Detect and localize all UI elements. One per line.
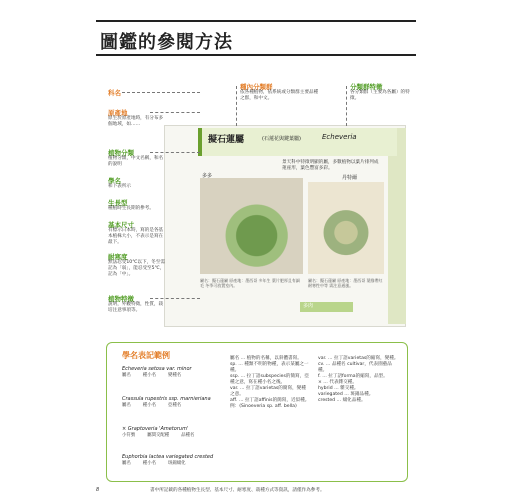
legend-sub: 屬名 [122,373,131,378]
legend-entry-2 [122,396,222,408]
title-underline [96,54,416,56]
legend-sub: 屬名 [122,461,131,466]
top-rule [96,20,416,22]
legend-col2-item: var. … 拉丁語varietas的簡寫，變種之意。 [230,386,306,397]
genus-latin: Echeveria [322,133,357,141]
sample-sidebar [388,128,406,324]
text-feature: 說明，外觀特徵，性質，栽培注意事項等。 [108,302,164,314]
genus-sub: (石蓮花與鍵葉屬) [262,136,301,142]
legend-sub: 種小名 [142,403,156,408]
label-origin: 原產地 [108,109,128,117]
legend-sci-4: Euphorbia lactea variegated crested [122,454,214,460]
legend-title: 學名表記範例 [122,351,170,360]
legend-col3-item: hybrid … 雜交種。 [318,386,359,391]
label-category: 植物分類 [108,149,134,157]
label-scientific: 科名 [108,89,121,97]
legend-sub: 亞種名 [167,403,182,408]
plant-photo-2 [308,182,384,274]
label-size: 基本尺寸 [108,221,134,229]
label-cold: 耐寒度 [108,253,128,261]
legend-entry-3 [122,426,222,438]
legend-entry-1 [122,366,222,378]
legend-col2-item: aff. … 拉丁語affinis的簡寫，近似種。例：(Sinoeveria sp. aff. bella) [230,398,310,409]
legend-col3-item: variegated … 斑錦品種。 [318,392,374,397]
legend-col3-item: f. … 拉丁語forma的縮寫，品型。 [318,374,388,379]
legend-sub: 種小名 [142,461,156,466]
legend-entry-4 [122,454,222,466]
genus-header [198,128,397,156]
label-feature: 植物特徵 [108,295,134,303]
label-growth-type: 生長型 [108,199,128,207]
legend-sub: 斑錦綴化 [167,461,186,466]
legend-sub: 品種名 [181,433,195,438]
plant-photo-1 [200,178,303,274]
text-in-genus: 依各種植物，依系統或分類群主要品種之群，和中文。 [240,90,319,102]
legend-col3-item: × … 代表雜交種。 [318,380,357,385]
footer-note: 書中所記載的各種植物生長型、基本尺寸、耐寒度、栽種方式等資訊，請僅作為參考。 [150,488,325,493]
legend-col2 [230,356,310,410]
legend-col3-item: var. … 拉丁語varietas的縮寫，變種。 [318,356,399,361]
legend-col2-item: sp. … 種類不明的物種，表示某屬之一種。 [230,362,309,373]
legend-col3 [318,356,400,404]
text-cold: 無法忍受10℃以下，冬至需記為「弱」，能忍受至5℃，記為「中」。 [108,260,165,278]
text-category: 植物分類，中文名稱，和名的說明 [108,156,164,168]
label-in-genus: 種內分類群 [240,83,273,91]
text-main-group: 各分類群（主要為各屬）的特徵。 [350,90,410,102]
legend-sci-2: Crassula rupestris ssp. marnieriana [122,396,211,402]
label-genus: 學名 [108,177,121,185]
label-main-group: 分類群特徵 [350,83,383,91]
photo2-label: 丹特爾 [342,175,358,181]
text-origin: 原生於原產地時，有分布多個地域，如…… [108,116,164,128]
legend-col2-item: 屬名 … 植物的名稱，以斜體書寫。 [230,356,302,361]
legend-col3-item: cv. … 品種名 cultivar，代表園藝品種。 [318,362,392,373]
genus-name: 擬石蓮屬 [208,135,245,145]
legend-sub: 變種名 [167,373,182,378]
legend-sub: 屬名 [122,403,131,408]
photo1-label: 多多 [202,173,213,179]
legend-sub: 屬間交配種 [147,433,170,438]
page-number: 8 [96,487,100,493]
photo1-caption: 屬名：擬石蓮屬 原產地：墨西哥 多年生 葉片肥厚且有細毛 冬季可放置室內。 [200,278,300,288]
corner-tag: 多肉 [300,302,353,312]
text-genus: 和下表所示 [108,184,131,189]
text-growth-type: 種植時生長期的參考。 [108,206,154,211]
legend-sub: 種小名 [142,373,156,378]
legend-sci-1: Echeveria setosa var. minor [122,366,192,372]
photo2-caption: 屬名：擬石蓮屬 原產地：墨西哥 葉緣帶紅 耐寒性中等 需注意通風。 [308,278,383,288]
legend-sci-3: × Graptoveria 'Ametorum' [122,426,189,432]
legend-sub: 小符號 [122,433,136,438]
legend-col3-item: crested … 綴化品種。 [318,398,366,403]
genus-description: 景天科中特徵明顯的屬，多數植物以葉片排列成蓮座形，葉色豐富多彩。 [282,160,379,172]
text-size: 有標示日本時，寫的是各基本植株大小，不表示是寫在最下。 [108,228,164,246]
legend-col2-item: ssp. … 拉丁語subspecies的簡寫，亞種之意，寫在種小名之後。 [230,374,309,385]
page-title: 圖鑑的參閱方法 [100,32,233,53]
